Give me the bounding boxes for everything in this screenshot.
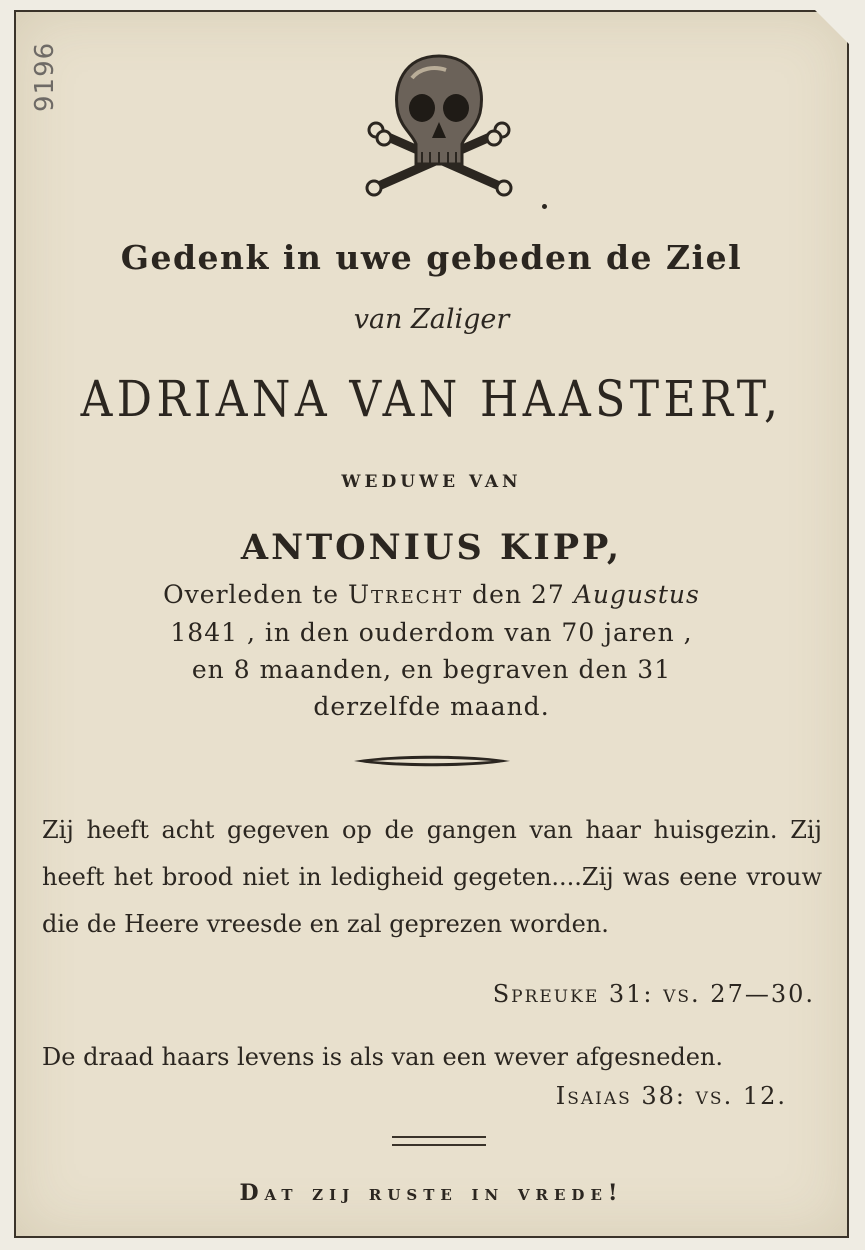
ink-dot <box>542 204 547 209</box>
spouse-name: ANTONIUS KIPP, <box>240 527 623 568</box>
proverbs-reference: Spreuke 31: vs. 27—30. <box>492 980 815 1008</box>
divider-ornament-icon <box>352 752 512 770</box>
handwritten-inventory-number: 9196 <box>30 41 60 112</box>
closing-line: Dat zij ruste in vrede! <box>239 1180 624 1206</box>
subheading: van Zaliger <box>353 304 510 335</box>
proverbs-verse: Zij heeft acht gegeven op de gangen van haar huisgezin. Zij heeft het brood niet in ledigheid gegeten....Zij was eene vrouw die de Heere vreesde en zal geprezen worden. <box>42 816 822 938</box>
double-rule-divider <box>392 1136 486 1146</box>
details-line-3: en 8 maanden, en begraven den 31 <box>191 655 672 684</box>
isaiah-reference: Isaias 38: vs. 12. <box>555 1082 787 1110</box>
cut-corner <box>813 8 851 46</box>
details-line-2: 1841 , in den ouderdom van 70 jaren , <box>170 618 693 647</box>
month: Augustus <box>573 580 700 609</box>
skull-and-crossbones-icon <box>364 48 514 198</box>
details-line-1: Overleden te Utrecht den 27 Augustus <box>163 580 700 609</box>
heading: Gedenk in uwe gebeden de Ziel <box>120 238 743 277</box>
deceased-name: ADRIANA VAN HAASTERT, <box>80 370 783 428</box>
relation-label: WEDUWE VAN <box>341 472 522 492</box>
isaiah-verse: De draad haars levens is als van een wever afgesneden. <box>42 1043 724 1071</box>
city: Utrecht <box>347 580 464 609</box>
details-line-4: derzelfde maand. <box>313 692 550 721</box>
memorial-card <box>14 10 849 1238</box>
